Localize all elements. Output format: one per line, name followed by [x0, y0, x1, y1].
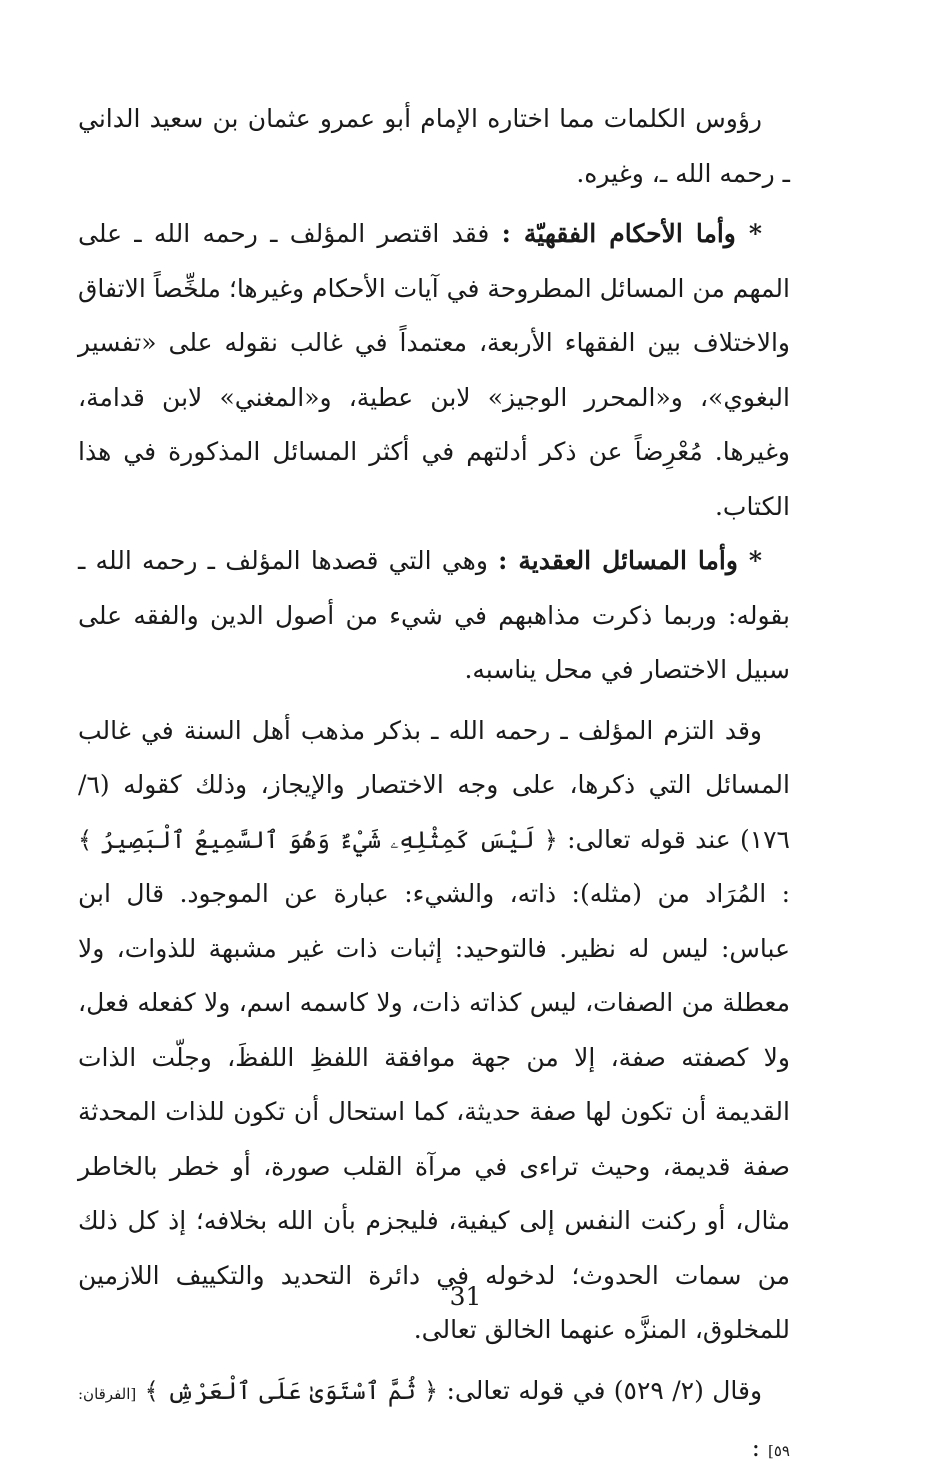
paragraph-creed-text: وهي التي قصدها المؤلف ـ رحمه الله ـ بقوله: وربما ذكرت مذاهبهم في شيء من أصول الدين والفقه على سبيل الاختصار في محل يناسبه.	[78, 546, 790, 684]
paragraph-istiwa-intro: وقال (٢/ ٥٢٩) في قوله تعالى:	[446, 1375, 763, 1405]
quran-quote-shura: ﴿ لَيْسَ كَمِثْلِهِۦ شَيْءٌ وَهُوَ ٱلسَّمِيعُ ٱلْبَصِيرُ ﴾	[78, 825, 558, 854]
page-number: 31	[449, 1282, 482, 1311]
quran-quote-furqan: ﴿ ثُمَّ ٱسْتَوَىٰ عَلَى ٱلْعَرْشِ ﴾	[144, 1376, 439, 1405]
paragraph-fiqh-rulings	[78, 207, 790, 534]
quran-reference: [الفرقان: ٥٩]	[78, 1384, 790, 1460]
paragraph-creed-issues	[78, 534, 790, 698]
section-heading-creed: * وأما المسائل العقدية :	[498, 546, 762, 575]
paragraph-sunnah-intro: وقد التزم المؤلف ـ رحمه الله ـ بذكر مذهب أهل السنة في غالب المسائل التي ذكرها، على وجه الاختصار والإيجاز، وذلك كقوله (٦/ ١٧٦) عند قوله تعالى:	[78, 715, 790, 854]
section-heading-fiqh: * وأما الأحكام الفقهيّة :	[501, 219, 762, 248]
paragraph-fiqh-text: فقد اقتصر المؤلف ـ رحمه الله ـ على المهم من المسائل المطروحة في آيات الأحكام وغيرها؛ ملخِّصاً الاتفاق والاختلاف بين الفقهاء الأربعة، معتمداً في غالب نقوله على «تفسير البغوي»، و«المحرر الوجيز» لابن عطية، و«المغني» لابن قدامة، وغيرها. مُعْرِضاً عن ذكر أدلتهم في أكثر المسائل المذكورة في هذا الكتاب.	[78, 219, 790, 521]
paragraph-sunnah-doctrine	[78, 704, 790, 1358]
paragraph-readings-text: رؤوس الكلمات مما اختاره الإمام أبو عمرو عثمان بن سعيد الداني ـ رحمه الله ـ، وغيره.	[78, 104, 790, 188]
paragraph-istiwa-colon: :	[751, 1433, 761, 1462]
paragraph-sunnah-commentary: : المُرَاد من (مثله): ذاته، والشيء: عبارة عن الموجود. قال ابن عباس: ليس له نظير. فالتوحيد: إثبات ذات غير مشبهة للذوات، ولا معطلة من الصفات، ليس كذاته ذات، ولا كاسمه اسم، ولا كفعله فعل، ولا كصفته صفة، إلا من جهة موافقة اللفظِ اللفظَ، وجلّت الذات القديمة أن تكون لها صفة حديثة، كما استحال أن تكون للذات المحدثة صفة قديمة، وحيث تراءى في مرآة القلب صورة، أو خطر بالخاطر مثال، أو ركنت النفس إلى كيفية، فليجزم بأن الله بخلافه؛ إذ كل ذلك من سمات الحدوث؛ لدخوله في دائرة التحديد والتكييف اللازمين للمخلوق، المنزَّه عنهما الخالق تعالى.	[78, 879, 790, 1344]
page-body	[78, 92, 790, 1479]
paragraph-istiwa	[78, 1364, 790, 1479]
paragraph-readings	[78, 92, 790, 201]
